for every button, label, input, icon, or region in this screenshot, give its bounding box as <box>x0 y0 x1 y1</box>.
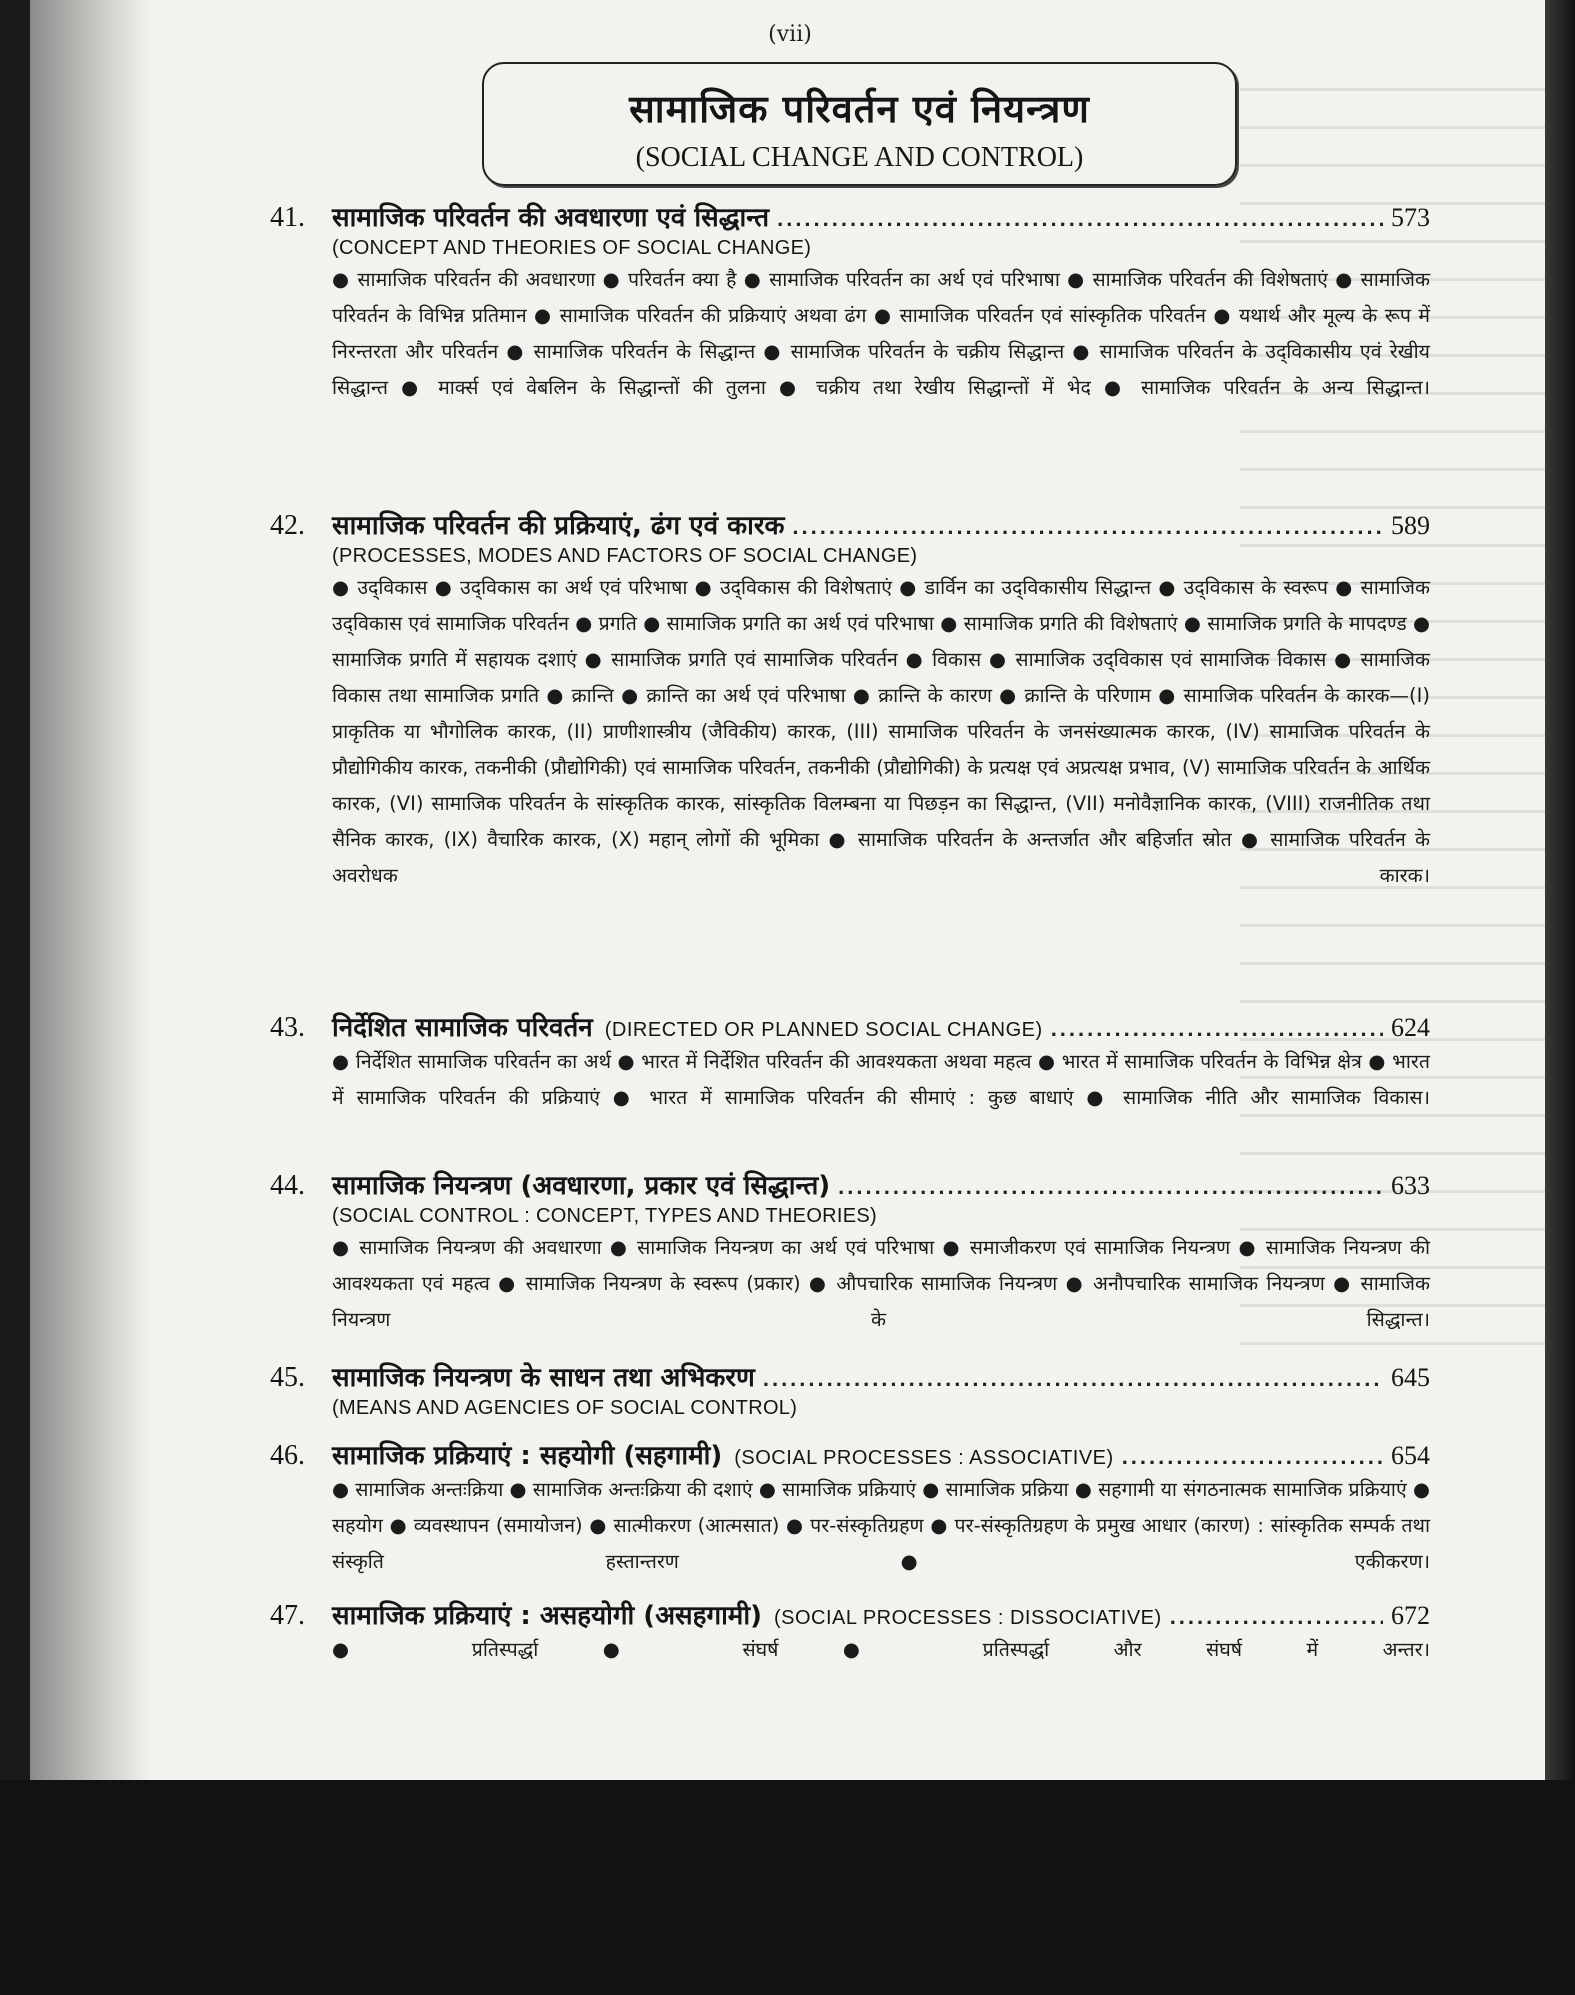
entry-heading-english: (SOCIAL PROCESSES : DISSOCIATIVE) <box>773 1607 1162 1629</box>
page-number: (vii) <box>768 22 812 47</box>
entry-heading-english: (PROCESSES, MODES AND FACTORS OF SOCIAL CHANGE) <box>332 545 918 567</box>
toc-entry-43 <box>270 1008 1430 1152</box>
toc-entry-46 <box>270 1436 1430 1616</box>
entry-page: 633 <box>1391 1171 1430 1200</box>
toc-entry-47 <box>270 1596 1430 1704</box>
entry-number: 41. <box>270 202 305 233</box>
entry-page: 654 <box>1391 1441 1430 1470</box>
dot-leader <box>1170 1604 1383 1630</box>
entry-heading: सामाजिक परिवर्तन की प्रक्रियाएं, ढंग एवं कारक <box>332 511 785 541</box>
dot-leader <box>792 514 1383 540</box>
entry-heading-english: (CONCEPT AND THEORIES OF SOCIAL CHANGE) <box>332 237 812 259</box>
dot-leader <box>1122 1444 1383 1470</box>
entry-number: 45. <box>270 1362 305 1393</box>
scan-background <box>0 1780 1575 1995</box>
entry-heading: सामाजिक नियन्त्रण (अवधारणा, प्रकार एवं सिद्धान्त) <box>332 1171 831 1201</box>
entry-number: 47. <box>270 1600 305 1631</box>
entry-number: 42. <box>270 510 305 541</box>
page-edge-shadow <box>1545 0 1575 1780</box>
section-title-english: (SOCIAL CHANGE AND CONTROL) <box>635 142 1084 173</box>
toc-entry-42 <box>270 506 1430 930</box>
binding-shadow <box>30 0 150 1780</box>
section-title-hindi: सामाजिक परिवर्तन एवं नियन्त्रण <box>629 87 1090 131</box>
entry-heading: सामाजिक परिवर्तन की अवधारणा एवं सिद्धान्त <box>332 203 770 233</box>
dot-leader <box>777 206 1383 232</box>
book-page <box>30 0 1550 1780</box>
dot-leader <box>1051 1016 1383 1042</box>
dot-leader <box>763 1366 1383 1392</box>
entry-page: 624 <box>1391 1013 1430 1042</box>
toc-entry-41 <box>270 198 1430 442</box>
entry-description: ● उद्‌विकास ● उद्‌विकास का अर्थ एवं परिभाषा ● उद्‌विकास की विशेषताएं ● डार्विन का उद्‌विकासीय सिद्धान्त ● उद्‌विकास के स्वरूप ● सामाजिक उद्‌विकास एवं सामाजिक परिवर्तन ● प्रगति ● सामाजिक प्रगति का अर्थ एवं परिभाषा ● सामाजिक प्रगति की विशेषताएं ● सामाजिक प्रगति के मापदण्ड ● सामाजिक प्रगति में सहायक दशाएं ● सामाजिक प्रगति एवं सामाजिक परिवर्तन ● विकास ● सामाजिक उद्‌विकास एवं सामाजिक विकास ● सामाजिक विकास तथा सामाजिक प्रगति ● क्रान्ति ● क्रान्ति का अर्थ एवं परिभाषा ● क्रान्ति के कारण ● क्रान्ति के परिणाम ● सामाजिक परिवर्तन के कारक—(I) प्राकृतिक या भौगोलिक कारक, (II) प्राणीशास्त्रीय (जैविकीय) कारक, (III) सामाजिक परिवर्तन के जनसंख्यात्मक कारक, (IV) सामाजिक परिवर्तन के प्रौद्योगिकीय कारक, तकनीकी (प्रौद्योगिकी) एवं सामाजिक परिवर्तन, तकनीकी (प्रौद्योगिकी) के प्रत्यक्ष एवं अप्रत्यक्ष प्रभाव, (V) सामाजिक परिवर्तन के आर्थिक कारक, (VI) सामाजिक परिवर्तन के सांस्कृतिक कारक, सांस्कृतिक विलम्बना या पिछड़न का सिद्धान्त, (VII) मनोवैज्ञानिक कारक, (VIII) राजनीतिक तथा सैनिक कारक, (IX) वैचारिक कारक, (X) महान् लोगों की भूमिका ● सामाजिक परिवर्तन के अन्तर्जात और बहिर्जात स्रोत ● सामाजिक परिवर्तन के अवरोधक कारक। <box>332 576 1430 887</box>
section-title-box <box>482 62 1237 186</box>
entry-description: ● सामाजिक परिवर्तन की अवधारणा ● परिवर्तन क्या है ● सामाजिक परिवर्तन का अर्थ एवं परिभाषा ● सामाजिक परिवर्तन की विशेषताएं ● सामाजिक परिवर्तन के विभिन्न प्रतिमान ● सामाजिक परिवर्तन की प्रक्रियाएं अथवा ढंग ● सामाजिक परिवर्तन एवं सांस्कृतिक परिवर्तन ● यथार्थ और मूल्य के रूप में निरन्तरता और परिवर्तन ● सामाजिक परिवर्तन के सिद्धान्त ● सामाजिक परिवर्तन के चक्रीय सिद्धान्त ● सामाजिक परिवर्तन के उद्‌विकासीय एवं रेखीय सिद्धान्त ● मार्क्स एवं वेबलिन के सिद्धान्तों की तुलना ● चक्रीय तथा रेखीय सिद्धान्तों में भेद ● सामाजिक परिवर्तन के अन्य सिद्धान्त। <box>332 268 1430 399</box>
entry-heading: सामाजिक नियन्त्रण के साधन तथा अभिकरण <box>332 1363 755 1393</box>
toc-entry-44 <box>270 1166 1430 1374</box>
entry-page: 645 <box>1391 1363 1430 1392</box>
entry-description: ● सामाजिक नियन्त्रण की अवधारणा ● सामाजिक नियन्त्रण का अर्थ एवं परिभाषा ● समाजीकरण एवं सामाजिक नियन्त्रण ● सामाजिक नियन्त्रण की आवश्यकता एवं महत्व ● सामाजिक नियन्त्रण के स्वरूप (प्रकार) ● औपचारिक सामाजिक नियन्त्रण ● अनौपचारिक सामाजिक नियन्त्रण ● सामाजिक नियन्त्रण के सिद्धान्त। <box>332 1236 1430 1331</box>
entry-heading-english: (DIRECTED OR PLANNED SOCIAL CHANGE) <box>604 1019 1043 1041</box>
toc-entry-45 <box>270 1358 1430 1422</box>
entry-number: 46. <box>270 1440 305 1471</box>
entry-description: ● प्रतिस्पर्द्धा ● संघर्ष ● प्रतिस्पर्द्धा और संघर्ष में अन्तर। <box>332 1638 1430 1661</box>
entry-number: 43. <box>270 1012 305 1043</box>
entry-heading: सामाजिक प्रक्रियाएं : असहयोगी (असहगामी) <box>332 1601 762 1631</box>
entry-heading: निर्देशित सामाजिक परिवर्तन <box>332 1013 593 1043</box>
entry-number: 44. <box>270 1170 305 1201</box>
entry-heading-english: (MEANS AND AGENCIES OF SOCIAL CONTROL) <box>332 1397 798 1419</box>
entry-page: 672 <box>1391 1601 1430 1630</box>
entry-description: ● निर्देशित सामाजिक परिवर्तन का अर्थ ● भारत में निर्देशित परिवर्तन की आवश्यकता अथवा महत्व ● भारत में सामाजिक परिवर्तन के विभिन्न क्षेत्र ● भारत में सामाजिक परिवर्तन की प्रक्रियाएं ● भारत में सामाजिक परिवर्तन की सीमाएं : कुछ बाधाएं ● सामाजिक नीति और सामाजिक विकास। <box>332 1050 1430 1109</box>
entry-page: 589 <box>1391 511 1430 540</box>
entry-heading-english: (SOCIAL PROCESSES : ASSOCIATIVE) <box>734 1447 1114 1469</box>
entry-heading-english: (SOCIAL CONTROL : CONCEPT, TYPES AND THEORIES) <box>332 1205 878 1227</box>
entry-heading: सामाजिक प्रक्रियाएं : सहयोगी (सहगामी) <box>332 1441 723 1471</box>
entry-description: ● सामाजिक अन्तःक्रिया ● सामाजिक अन्तःक्रिया की दशाएं ● सामाजिक प्रक्रियाएं ● सामाजिक प्रक्रिया ● सहगामी या संगठनात्मक सामाजिक प्रक्रियाएं ● सहयोग ● व्यवस्थापन (समायोजन) ● सात्मीकरण (आत्मसात) ● पर-संस्कृतिग्रहण ● पर-संस्कृतिग्रहण के प्रमुख आधार (कारण) : सांस्कृतिक सम्पर्क तथा संस्कृति हस्तान्तरण ● एकीकरण। <box>332 1478 1430 1573</box>
entry-page: 573 <box>1391 203 1430 232</box>
dot-leader <box>838 1174 1383 1200</box>
